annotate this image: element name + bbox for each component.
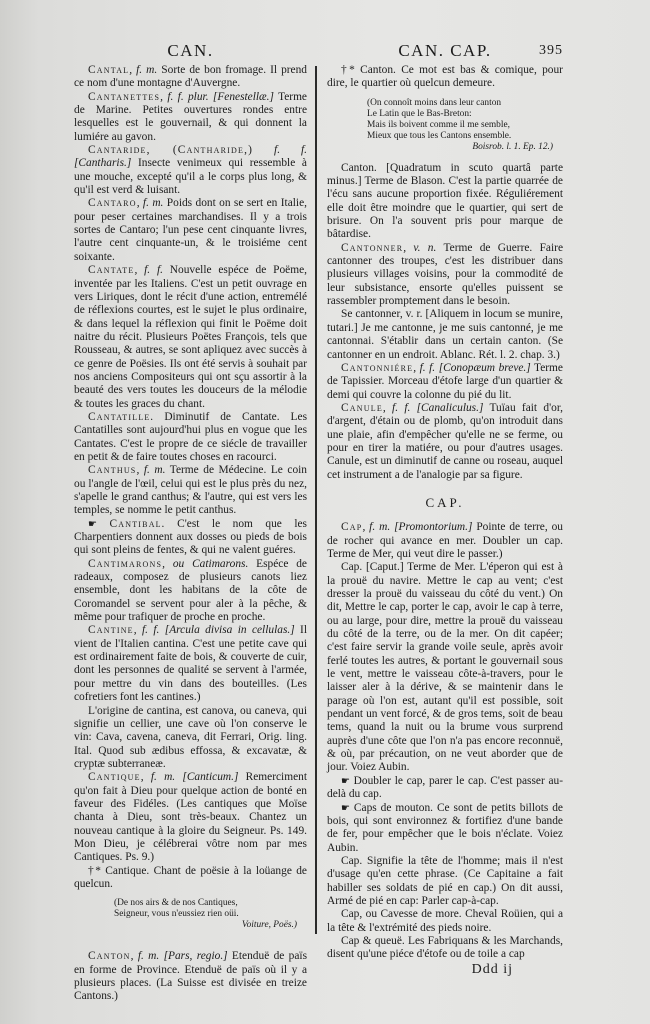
pointing-hand-icon: ☛ [341,775,350,787]
headword: Cantate [88,264,135,277]
latin-gloss: [Cantharis.] [74,157,132,170]
right-column [327,41,564,977]
verse-line: Le Latin que le Bas-Breton: [367,108,472,119]
right-running-head [327,41,563,62]
right-entries [327,162,563,482]
grammar: , v. n. [403,241,437,254]
verse-line: Seigneur, vous n'eussiez rien oüi. [114,909,239,920]
grammar: , f. f. plur. [160,90,209,103]
dictionary-entry [74,464,307,517]
definition: Canton. [Quadratum in scuto quartâ parte minus.] Terme de Blason. C'est la partie quarrée de l'écu sans aucune proportion fixée. Réguliérement elle doit être moindre que le quartier, qui sert de brisure. On l'a souvent pris pour marque de bâtardise. [327,161,563,241]
dictionary-entry [74,865,307,892]
latin-gloss: [Fenestellæ.] [208,90,274,103]
section-heading-cap: CAP. [425,494,465,510]
verse-source: Voiture, Poës.) [241,920,297,931]
dictionary-entry [74,197,307,264]
dagger-icon: †* [88,864,101,877]
dictionary-entry [327,162,563,242]
grammar: , f. m. [130,950,160,963]
headword: Cap [341,521,363,534]
dictionary-entry [327,561,563,775]
dictionary-entry [74,624,307,704]
definition: Canton. Ce mot est bas & comique, pour dire, le quartier où quelcun demeure. [327,64,563,90]
headword: Canule [341,401,383,414]
cap-entries [327,521,563,961]
definition: Espéce de radeaux, composez de plusieurs canots liez ensemble, dont les habitans de la côte de Coromandel se servent pour aler à la pêche, & même pour trafiquer de proche en proche. [74,557,307,624]
printer-signature: Ddd ij [471,961,513,977]
left-column [74,41,307,1004]
pointing-hand-icon: ☛ [341,802,350,814]
grammar: , f. f. [382,401,411,414]
definition: Se cantonner, v. r. [Aliquem in locum se munire, tutari.] Je me cantonne, je me suis cantonné, je me cantonnai. S'établir dans un certain canton. (Se cantonner en un endroit. Ablanc. Rét. l. 2. chap. 3.) [327,308,563,361]
running-head-text: CAN. CAP. [398,41,492,60]
entry-canton [74,950,307,1003]
headword: Cantaride, (Cantharide,) [88,144,254,157]
grammar: , f. m. [129,64,158,76]
headword: Cantique [88,771,141,784]
definition: Terme de Tapissier. Morceau d'étofe large d'un quartier & demi qui couvre la colonne du pié du lit. [327,361,563,401]
headword: Cantatille [88,410,151,423]
definition: Etenduë de païs en forme de Province. Etenduë de païs où il y a plusieurs places. (La Suisse est divisée en treize Cantons.) [74,950,307,1003]
headword: Canthus [88,464,137,477]
latin-gloss: [Arcula divisa in cellulas.] [159,624,295,637]
left-running-head: CAN. [167,41,214,60]
dagger-icon: †* [341,64,355,76]
verse-source: Boisrob. l. 1. Ep. 12.) [472,141,553,152]
dictionary-entry [327,935,563,962]
definition: C'est le nom que les Charpentiers donnent aux dosses ou pieds de bois qui sont pleins de fentes, & qui ne valent guéres. [74,517,307,557]
grammar: , f. f. [133,624,160,637]
dictionary-entry [74,144,307,197]
grammar: , f. m. [362,521,391,534]
verse-quote-canton [367,98,563,153]
dictionary-entry [74,264,307,411]
dictionary-entry [74,64,307,91]
latin-gloss: [Canaliculus.] [410,401,484,414]
dictionary-entry [74,91,307,144]
grammar: , f. m. [140,771,176,784]
grammar: , ou Catimarons. [162,557,249,570]
headword: Cantal [88,64,130,76]
definition: Tuïau fait d'or, d'argent, d'étain ou de plomb, qu'on introduit dans une plaie, afin d'empêcher qu'elle ne se ferme, ou pour en tirer la matiére, ou pour d'autres usages. Canule, est un diminutif de canne ou roseau, auquel cet instrument a de l'analogie par sa figure. [327,401,564,481]
latin-gloss: [Promontorium.] [390,521,473,534]
dictionary-entry [74,771,307,864]
dictionary-entry [327,855,563,908]
definition: Terme de Médecine. Le coin ou l'angle de l'œil, celui qui est le plus près du nez, s'apelle le grand canthus; & l'autre, qui est vers les temples, se nomme le petit canthus. [74,464,307,517]
grammar: , f. f. [134,264,163,277]
verse-line: Mieux que tous les Cantons ensemble. [367,130,512,141]
grammar: . [150,410,154,423]
definition: Cap, ou Cavesse de more. Cheval Roüien, qui a la tête & l'extrémité des pieds noire. [327,908,563,934]
column-divider [315,66,317,934]
latin-gloss: [Conopæum breve.] [435,361,531,374]
definition: Insecte venimeux qui ressemble à une mouche, excepté qu'il a le corps plus long, & qu'il est verd & luisant. [74,157,307,197]
grammar: , f. m. [136,464,166,477]
definition: Terme de Guerre. Faire cantonner des troupes, c'est les distribuer dans plusieurs villages voisins, pour la commodité de leur subsistance, ensorte qu'elles puissent se rassembler promptement dans le besoin. [327,241,563,308]
definition: Cap & queuë. Les Fabriquans & les Marchands, disent qu'une piéce d'étofe ou de toile a cap [327,934,563,961]
definition: Doubler le cap, parer le cap. C'est passer au-delà du cap. [327,774,563,801]
definition: Remerciment qu'on fait à Dieu pour quelque action de bonté en faveur des Fidéles. (Les cantiques que Moïse chanta à Dieu, sont très-beaux. Chantez un nouveau cantique à la gloire du Seigneur. Ps. 149. Mon Dieu, je célébrerai vôtre nom par mes Cantiques. Ps. 9.) [74,771,307,864]
entry-canton-comic [327,64,563,91]
definition: Nouvelle espéce de Poëme, inventée par les Italiens. C'est un petit ouvrage en vers Liriques, dont le récit d'une action, entremélé de réflexions courtes, est le sujet le plus ordinaire, & dans lequel la réflexion qui finit le Poëme doit naitre du récit. Plusieurs Poëtes François, tels que Rousseau, & autres, se sont apliquez avec succès à ce genre de Poësies. Ils ont été servis à souhait par nos anciens Compositeurs qui ont sçu assortir à la beauté des vers toutes les douceurs de la mélodie & toutes les graces du chant. [74,264,307,410]
headword: Cantine [88,624,134,637]
headword: Cantonner [341,241,404,254]
verse-line: Mais ils boivent comme il me semble, [367,119,510,130]
latin-gloss: [Canticum.] [175,771,239,784]
definition: Sorte de bon fromage. Il prend ce nom d'une montagne d'Auvergne. [74,64,307,90]
definition: Cantique. Chant de poësie à la loüange de quelcun. [74,864,307,890]
definition: Poids dont on se sert en Italie, pour peser certaines marchandises. Il y a trois sortes de Cantaro; l'un pese cent cinquante livres, l'autre cent cinquante-un, & le troisiéme cent soixante. [74,197,307,263]
dictionary-entry [327,402,563,482]
dictionary-entry [74,411,307,464]
grammar: f. f. [253,144,307,157]
verse-line: (On connoît moins dans leur canton [367,97,502,108]
dictionary-entry [327,362,563,402]
headword: Cantaro [88,197,137,210]
dictionary-entry [327,802,563,855]
definition: L'origine de cantina, est canova, ou caneva, qui signifie un cellier, une cave où l'on conserve le vin: Cava, cavena, caneva, dit Ferrari, Orig. ling. Ital. Quod sub ædibus effossa, & excavatæ, & cryptæ subterraneæ. [74,704,307,770]
dictionary-entry [327,521,563,561]
headword: Cantanettes [88,90,161,103]
page-number: 395 [539,43,563,58]
dictionary-entry [327,242,563,309]
definition: Il vient de l'Italien cantina. C'est une petite cave qui est ordinairement faite de bois, & couverte de cuir, dont les personnes de qualité se servent à l'armée, pour mettre du vin dans des bouteilles. (Les cofretiers font les cantines.) [74,624,307,704]
headword: Cantibal [109,517,162,530]
definition: Caps de mouton. Ce sont de petits billots de bois, qui sont environnez & fortifiez d'une bande de fer, pour empêcher que le bois n'éclate. Voiez Aubin. [327,801,563,854]
definition: Diminutif de Cantate. Les Cantatilles sont aujourd'hui plus en vogue que les Cantates. C'est le propre de ce siécle de travailler en petit & de faire toutes choses en racourci. [74,410,307,463]
grammar: , f. f. [413,361,436,374]
latin-gloss: [Pars, regio.] [159,950,228,963]
dictionary-entry [74,518,307,558]
dictionary-entry [327,775,563,802]
grammar: . [161,517,165,530]
verse-quote-cantique [114,898,307,931]
pointing-hand-icon: ☛ [88,518,97,530]
definition: Pointe de terre, ou de rocher qui avance en mer. Doubler un cap. Terme de Mer, qui veut dire le passer.) [327,521,563,560]
dictionary-entry [327,308,563,361]
grammar: , f. m. [136,197,164,210]
definition: Terme de Marine. Petites ouvertures rondes entre lesquelles est le gouvernail, & qui donnent la lumiére au gavon. [74,90,307,143]
dictionary-entry [74,705,307,772]
left-entries [74,64,307,891]
headword: Cantimarons [88,557,163,570]
dictionary-entry [74,558,307,625]
headword: Cantonniére [341,361,414,374]
verse-line: (De nos airs & de nos Cantiques, [114,898,238,909]
definition: Cap. Signifie la tête de l'homme; mais il n'est d'usage qu'en cette phrase. (Ce Capitaine a fait habiller ses soldats de pié en cap.) On dit aussi, Armé de pié en cap: Parler cap-à-cap. [327,854,563,907]
dictionary-entry [327,908,563,935]
headword: Canton [88,950,131,963]
definition: Cap. [Caput.] Terme de Mer. L'éperon qui est à la prouë du navire. Mettre le cap au vent; c'est dresser la prouë du vaisseau du côté du vent.) On dit, Mettre le cap, porter le cap, avoir le cap à terre, ou au large, pour dire, mettre la prouë du vaisseau du côté de la terre, ou de la mer. On dit capéer; c'est faire servir la grande voile seule, après avoir ferlé toutes les autres, & portant le gouvernail sous le vent, mettre le vaisseau côte-à-travers, pour le laisser aler à la dérive, & se maintenir dans le parage où l'on est, autant qu'il est possible, soit pendant un vent forcé, & de gros tems, soit de beau tems, quand la nuit ou la brume vous surprend auprès d'une côte que l'on n'a pas encore reconnuë, & où, par précaution, on ne veut aborder que de jour. Voiez Aubin. [327,561,563,774]
